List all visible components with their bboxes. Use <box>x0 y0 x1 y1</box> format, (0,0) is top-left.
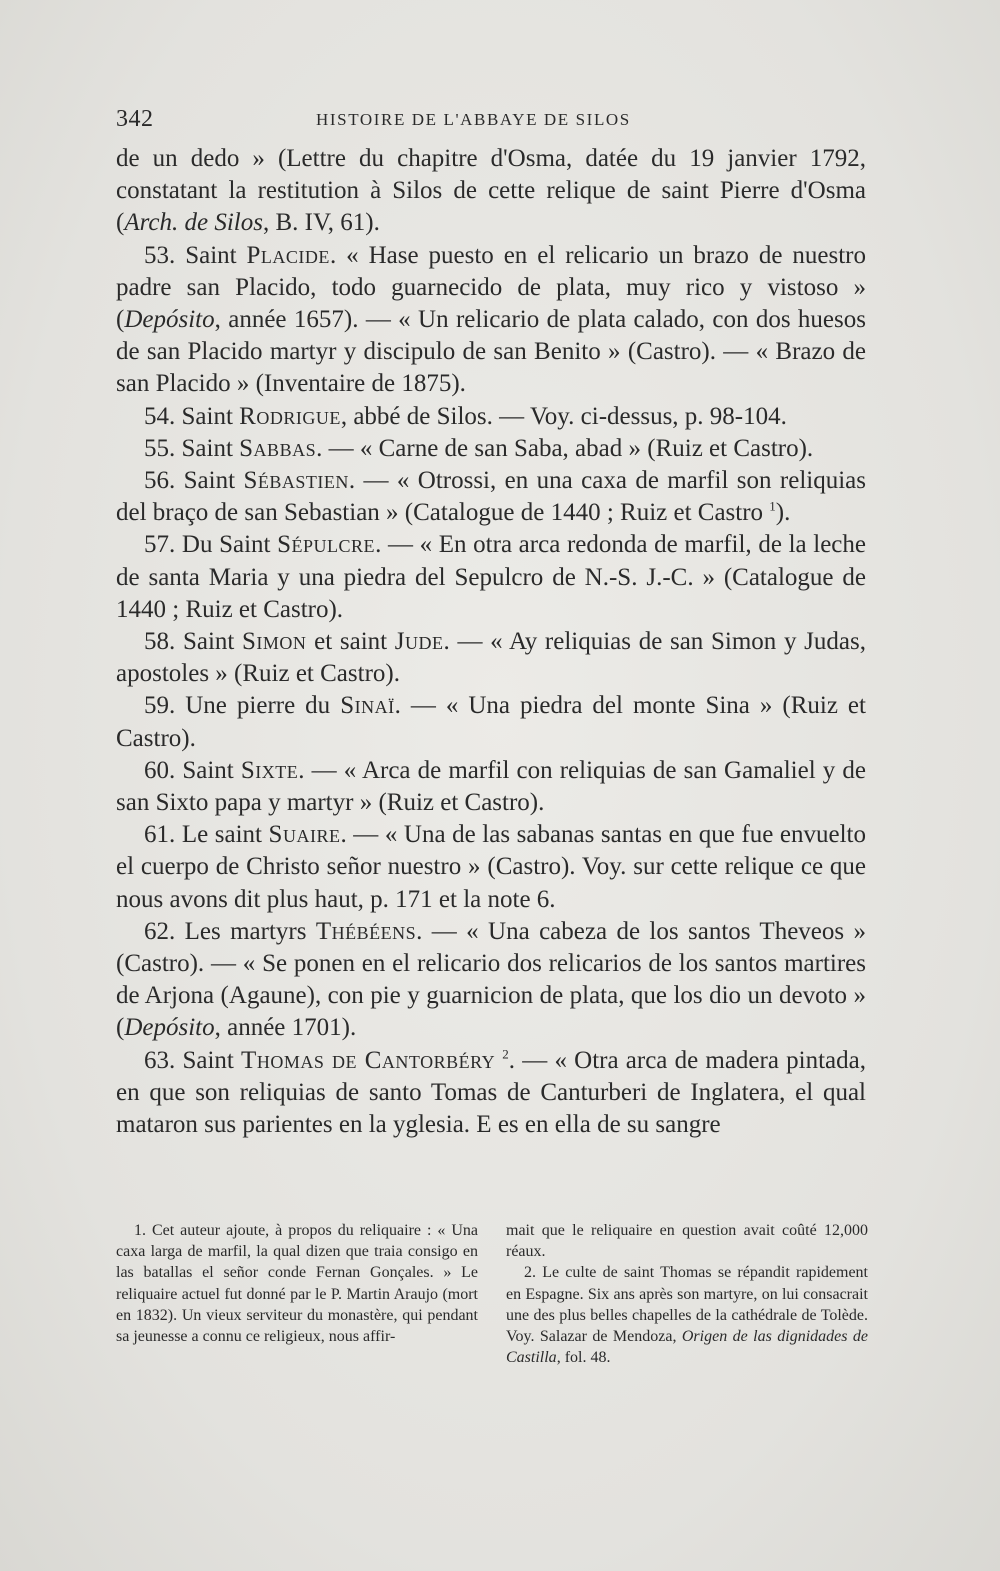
saint-name: Placide <box>246 241 330 269</box>
main-text <box>116 143 866 1141</box>
entry-59: 59. Une pierre du Sinaï. — « Una piedra del monte Sina » (Ruiz et Castro). <box>116 692 866 752</box>
saint-name: Sépulcre <box>277 531 376 559</box>
footnotes <box>116 1220 868 1368</box>
page-header <box>116 106 866 136</box>
saint-name: Sixte <box>240 756 299 784</box>
footnote-2: 2. Le culte de saint Thomas se répandit rapidement en Espagne. Six ans après son martyre, on lui consacrait une des plus belles chapelles de la cathédrale de Tolède. Voy. Salazar de Mendoza, Origen de las dignidades de Castilla, fol. 48. <box>506 1264 868 1367</box>
footnote-column-left <box>116 1220 478 1368</box>
entry-53: 53. Saint Placide. « Hase puesto en el relicario un brazo de nuestro padre san Placido, todo guarnecido de plata, muy rico y vistoso » (Depósito, année 1657). — « Un relicario de plata calado, con dos huesos de san Placido martyr y discipulo de san Benito » (Castro). — « Brazo de san Placido » (Inventaire de 1875). <box>116 241 866 398</box>
saint-name: Rodrigue <box>239 402 341 430</box>
saint-name: Sébastien <box>243 467 349 495</box>
saint-name: Simon <box>242 628 307 656</box>
italic-citation: Depósito <box>124 306 215 334</box>
paragraph-continuation: de un dedo » (Lettre du chapitre d'Osma, datée du 19 janvier 1792, constatant la restitution à Silos de cette relique de saint Pierre d'Osma (Arch. de Silos, B. IV, 61). <box>116 145 866 237</box>
page-number: 342 <box>116 106 154 132</box>
italic-citation: Origen de las dignidades de Castilla <box>506 1328 868 1367</box>
saint-name: Suaire <box>268 821 341 849</box>
saint-name: Jude <box>394 628 444 656</box>
saint-name: Sabbas <box>239 434 317 462</box>
footnote-column-right <box>506 1220 868 1368</box>
footnote-marker: 2 <box>502 1046 509 1062</box>
entry-63: 63. Saint Thomas de Cantorbéry $^2$. — « Otra arca de madera pintada, en que son reliquias de santo Tomas de Canturberi de Inglatera, el qual mataron sus parientes en la yglesia. E es en ella de su sangre <box>116 1046 866 1139</box>
italic-citation: Depósito <box>124 1014 215 1042</box>
entry-57: 57. Du Saint Sépulcre. — « En otra arca redonda de marfil, de la leche de santa Maria y una piedra del Sepulcro de N.-S. J.-C. » (Catalogue de 1440 ; Ruiz et Castro). <box>116 531 866 623</box>
entry-56: 56. Saint Sébastien. — « Otrossi, en una caxa de marfil son reliquias del braço de san Sebastian » (Catalogue de 1440 ; Ruiz et Castro $^1$). <box>116 467 866 527</box>
footnote-1: 1. Cet auteur ajoute, à propos du reliquaire : « Una caxa larga de marfil, la qual dizen que traia consigo en las batallas el señor conde Fernan Gonçales. » Le reliquaire actuel fut donné par le P. Martin Araujo (mort en 1832). Un vieux serviteur du monastère, qui pendant sa jeunesse a connu ce religieux, nous affir- <box>116 1222 478 1346</box>
footnote-marker: 1 <box>769 498 776 514</box>
italic-citation: Arch. de Silos <box>124 209 263 237</box>
footnote-1-continuation: mait que le reliquaire en question avait coûté 12,000 réaux. <box>506 1222 868 1261</box>
entry-61: 61. Le saint Suaire. — « Una de las sabanas santas en que fue envuelto el cuerpo de Christo señor nuestro » (Castro). Voy. sur cette relique ce que nous avons dit plus haut, p. 171 et la note 6. <box>116 821 866 913</box>
saint-name: Thomas de Cantorbéry <box>241 1046 496 1074</box>
entry-62: 62. Les martyrs Thébéens. — « Una cabeza de los santos Theveos » (Castro). — « Se ponen en el relicario dos relicarios de los santos martires de Arjona (Agaune), con pie y guarnicion de plata, que los dio un devoto » (Depósito, année 1701). <box>116 917 866 1042</box>
entry-55: 55. Saint Sabbas. — « Carne de san Saba, abad » (Ruiz et Castro). <box>144 434 814 462</box>
entry-58: 58. Saint Simon et saint Jude. — « Ay reliquias de san Simon y Judas, apostoles » (Ruiz et Castro). <box>116 628 866 688</box>
saint-name: Sinaï <box>340 692 395 720</box>
running-title: HISTOIRE DE L'ABBAYE DE SILOS <box>316 110 631 129</box>
saint-name: Thébéens <box>315 917 417 945</box>
entry-60: 60. Saint Sixte. — « Arca de marfil con reliquias de san Gamaliel y de san Sixto papa y martyr » (Ruiz et Castro). <box>116 756 866 817</box>
entry-54: 54. Saint Rodrigue, abbé de Silos. — Voy. ci-dessus, p. 98-104. <box>144 402 787 430</box>
